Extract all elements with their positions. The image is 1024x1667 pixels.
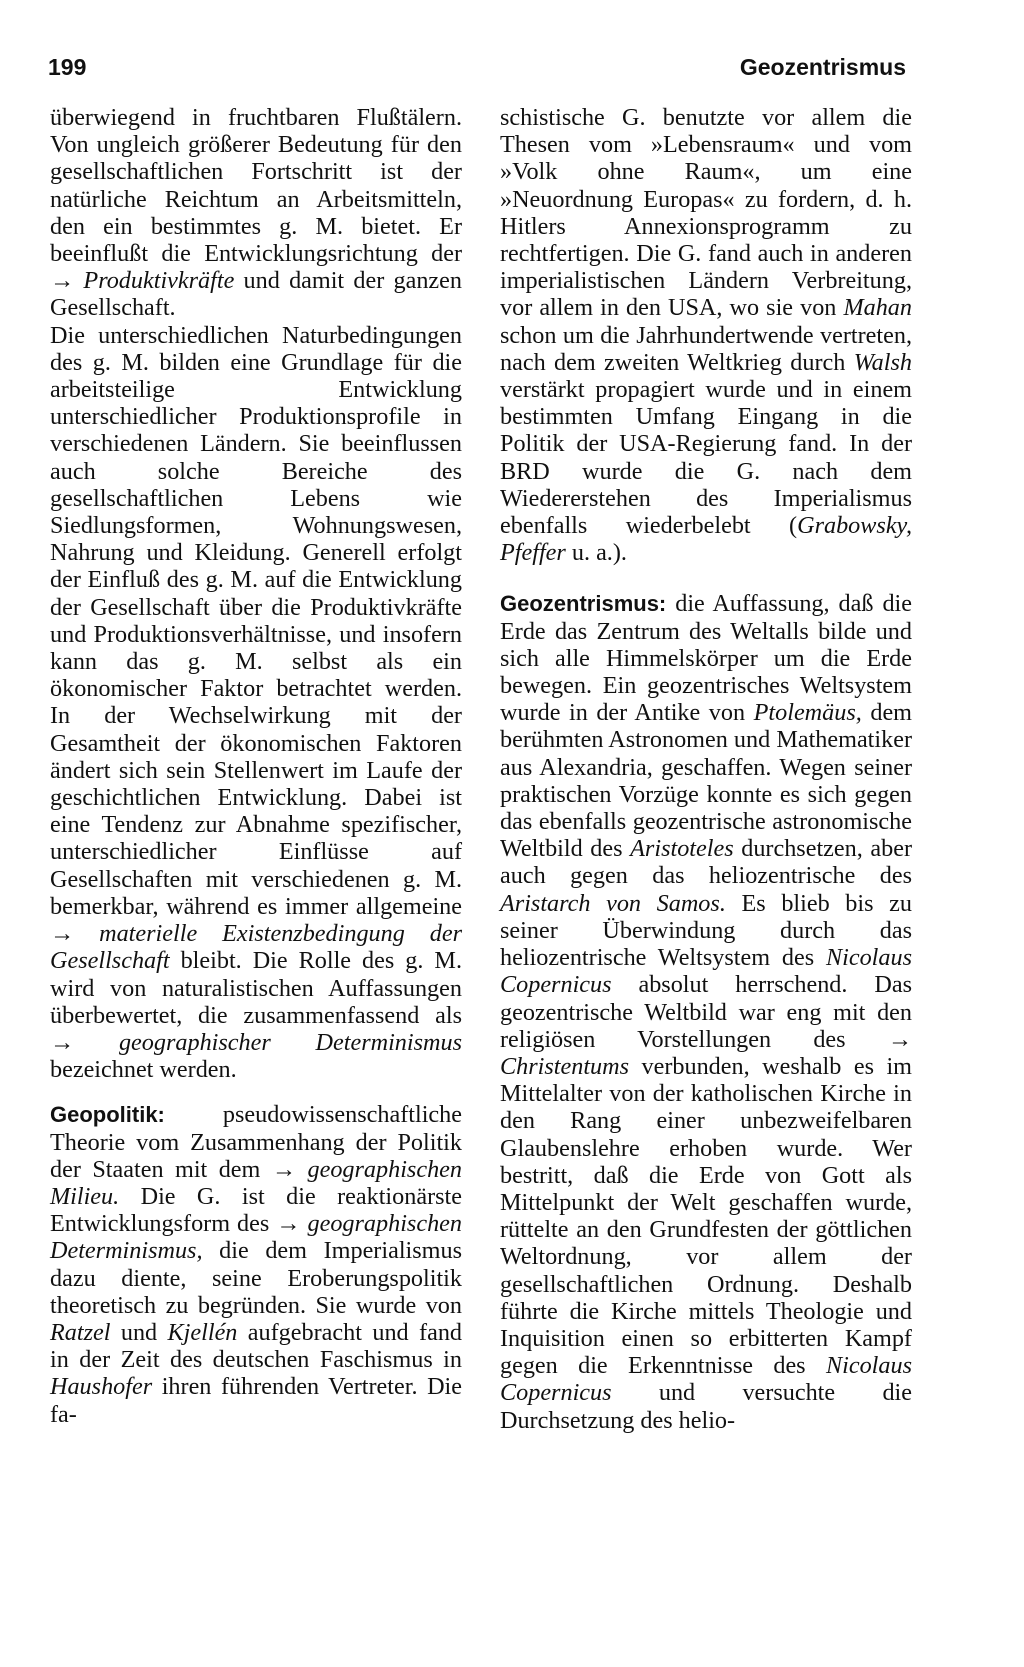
- text-run: aufgebracht und fand in der Zeit des deutschen Faschismus in: [50, 1318, 463, 1374]
- italic-reference: Haushofer: [50, 1373, 153, 1401]
- text-run: die dem Imperialismus dazu diente, seine Eroberungspolitik theoretisch zu begründen. Sie wurde von: [50, 1237, 462, 1319]
- entry-term: Geozentrismus:: [500, 591, 667, 617]
- paragraph: [50, 322, 462, 1084]
- text-run: Es blieb bis zu seiner Überwindung durch das heliozentrische Weltsystem des: [500, 889, 912, 972]
- running-head: Geozentrismus: [739, 54, 906, 80]
- italic-reference: geographischen Milieu.: [50, 1155, 462, 1210]
- cross-reference-arrow: →: [887, 1025, 912, 1053]
- dictionary-entry: [500, 590, 912, 1433]
- text-run: überwiegend in fruchtbaren Flußtälern. Von ungleich größerer Bedeutung für den gesellschaftlichen Fortschritt ist der natürliche Reichtum an Arbeitsmitteln, den ein bestimmtes g. M. bietet. Er beeinflußt die Entwicklungsrichtung der: [50, 104, 462, 268]
- text-run: ihren führenden Vertreter. Die fa-: [50, 1373, 462, 1428]
- italic-reference: Mahan: [843, 294, 912, 322]
- italic-reference: geographischer Determinismus: [118, 1028, 462, 1056]
- italic-reference: Ptolemäus,: [753, 699, 862, 727]
- cross-reference-arrow: →: [271, 1155, 308, 1183]
- paragraph: [50, 104, 462, 322]
- text-run: absolut herrschend. Das geozentrische Weltbild war eng mit den religiösen Vorstellungen des: [500, 971, 912, 1053]
- text-run: die Auffassung, daß die Erde das Zentrum des Weltalls bilde und sich alle Himmelskörper um die Erde bewegen. Ein geozentrisches Weltsystem wurde in der Antike von: [500, 590, 912, 727]
- dictionary-entry: [50, 1101, 462, 1427]
- entry-term: Geopolitik:: [50, 1102, 165, 1128]
- italic-reference: Kjellén: [167, 1318, 238, 1346]
- italic-reference: Ratzel: [50, 1318, 111, 1346]
- cross-reference-arrow: →: [50, 920, 100, 948]
- page-number: 199: [48, 54, 87, 80]
- right-column: [500, 104, 912, 1434]
- italic-reference: Nicolaus Copernicus: [500, 1352, 912, 1407]
- italic-reference: materielle Existenzbedingung der Gesellschaft: [50, 920, 462, 975]
- text-run: Die unterschiedlichen Naturbedingungen des g. M. bilden eine Grundlage für die arbeitsteilige Entwicklung unterschiedlicher Produktionsprofile in verschiedenen Ländern. Sie beeinflussen auch solche Bereiche des gesellschaftlichen Lebens wie Siedlungsformen, Wohnungswesen, Nahrung und Kleidung. Generell erfolgt der Einfluß des g. M. auf die Entwicklung der Gesellschaft über die Produktivkräfte und Produktionsverhältnisse, und insofern kann das g. M. selbst als ein ökonomischer Faktor betrachtet werden. In der Wechselwirkung mit der Gesamtheit der ökonomischen Faktoren ändert sich sein Stellenwert im Laufe der geschichtlichen Entwicklung. Dabei ist eine Tendenz zur Abnahme spezifischer, unterschiedlicher Einflüsse auf Gesellschaften mit verschiedenen g. M. bemerkbar, während es immer allgemeine: [50, 321, 462, 920]
- left-column: [50, 104, 462, 1428]
- italic-reference: Christentums: [500, 1052, 630, 1080]
- text-run: dem berühmten Astronomen und Mathematiker aus Alexandria, geschaffen. Wegen seiner praktischen Vorzüge konnte es sich gegen das ebenfalls geozentrische astronomische Weltbild des: [500, 699, 912, 863]
- cross-reference-arrow: →: [50, 267, 84, 295]
- italic-reference: Aristoteles: [630, 835, 734, 863]
- text-run: pseudowissenschaftliche Theorie vom Zusammenhang der Politik der Staaten mit dem: [50, 1101, 462, 1183]
- cross-reference-arrow: →: [276, 1210, 308, 1238]
- italic-reference: Nicolaus Copernicus: [500, 944, 912, 999]
- italic-reference: Walsh: [853, 348, 912, 376]
- text-run: und damit der ganzen Gesellschaft.: [50, 267, 462, 322]
- text-run: schon um die Jahrhundertwende vertreten, nach dem zweiten Weltkrieg durch: [500, 321, 912, 376]
- italic-reference: Aristarch von Samos.: [500, 889, 726, 917]
- text-run: durchsetzen, aber auch gegen das heliozentrische des: [500, 835, 913, 890]
- cross-reference-arrow: →: [50, 1028, 119, 1056]
- text-run: Die G. ist die reaktionärste Entwicklungsform des: [50, 1182, 462, 1238]
- text-run: und versuchte die Durchsetzung des helio-: [500, 1379, 912, 1434]
- italic-reference: Produktivkräfte: [83, 267, 235, 295]
- italic-reference: geographischen Determinismus,: [50, 1210, 463, 1265]
- paragraph: [500, 104, 912, 566]
- italic-reference: Grabowsky, Pfeffer: [500, 512, 912, 567]
- text-run: u. a.).: [565, 539, 627, 567]
- text-run: verbunden, weshalb es im Mittelalter von der katholischen Kirche in den Rang einer unbezweifelbaren Glaubenslehre erhoben wurde. Wer bestritt, daß die Erde von Gott als Mittelpunkt der Welt geschaffen wurde, rüttelte an den Grundfesten der göttlichen Weltordnung, vor allem der gesellschaftlichen Ordnung. Deshalb führte die Kirche mittels Theologie und Inquisition einen so erbitterten Kampf gegen die Erkenntnisse des: [500, 1052, 912, 1380]
- text-run: bezeichnet werden.: [50, 1056, 237, 1084]
- page-header: [48, 50, 906, 84]
- text-run: bleibt. Die Rolle des g. M. wird von naturalistischen Auffassungen überbewertet, die zusammenfassend als: [50, 947, 462, 1029]
- text-run: schistische G. benutzte vor allem die Thesen vom »Lebensraum« und vom »Volk ohne Raum«, um eine »Neuordnung Europas« zu fordern, d. h. Hitlers Annexionsprogramm zu rechtfertigen. Die G. fand auch in anderen imperialistischen Ländern Verbreitung, vor allem in den USA, wo sie von: [500, 104, 912, 322]
- text-run: und: [110, 1318, 168, 1346]
- text-run: verstärkt propagiert wurde und in einem bestimmten Umfang Eingang in die Politik der USA-Regierung fand. In der BRD wurde die G. nach dem Wiedererstehen des Imperialismus ebenfalls wiederbelebt (: [500, 376, 912, 540]
